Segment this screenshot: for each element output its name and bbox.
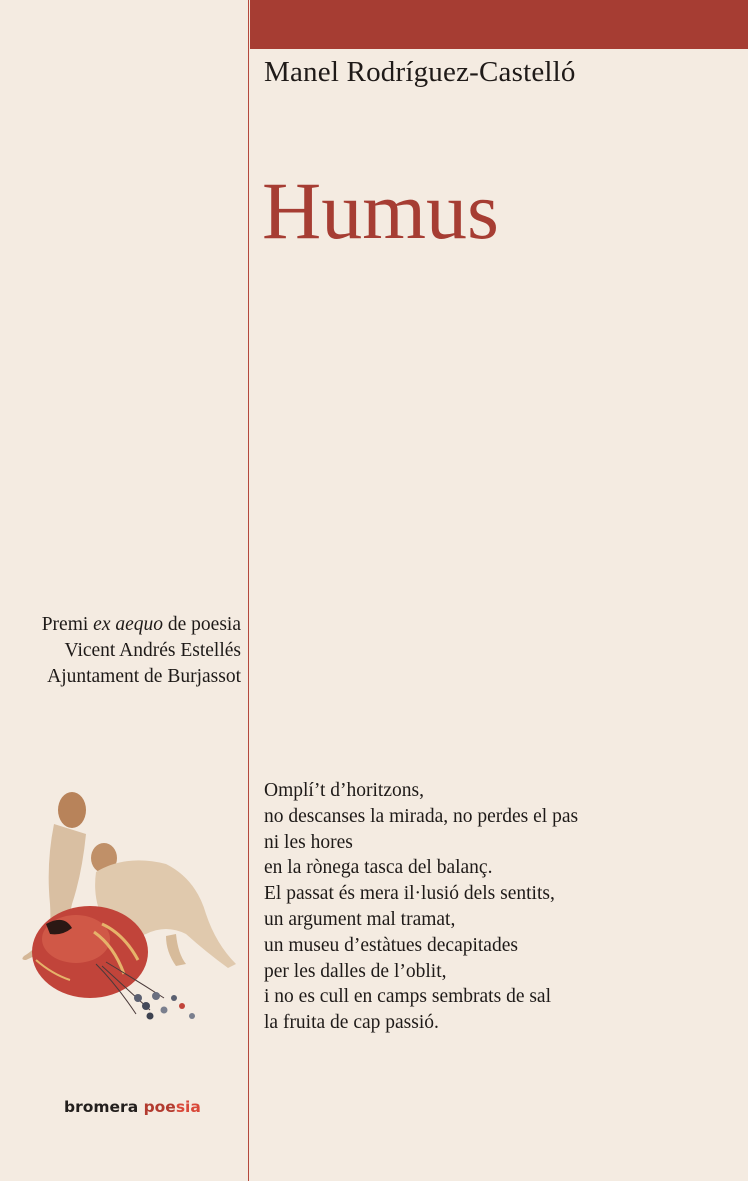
publisher-series-part2: sia bbox=[175, 1098, 201, 1116]
author-name: Manel Rodríguez-Castelló bbox=[264, 56, 576, 88]
vertical-divider bbox=[248, 0, 249, 1181]
poem-line: Omplí’t d’horitzons, bbox=[264, 780, 424, 801]
poem-line: un argument mal tramat, bbox=[264, 908, 456, 930]
top-color-band bbox=[250, 0, 748, 49]
publisher-brand: bromera bbox=[64, 1098, 139, 1116]
book-title: Humus bbox=[262, 165, 499, 256]
prize-text bbox=[42, 612, 241, 690]
publisher-series-part1: poe bbox=[143, 1098, 176, 1116]
poem-line: i no es cull en camps sembrats de sal bbox=[264, 986, 552, 1008]
prize-line-3: Ajuntament de Burjassot bbox=[47, 666, 241, 687]
poem-line: El passat és mera il·lusió dels sentits, bbox=[264, 883, 555, 905]
poem-line: no descanses la mirada, no perdes el pas bbox=[264, 805, 579, 827]
prize-line-1 bbox=[42, 612, 241, 638]
publisher-logo bbox=[64, 1098, 201, 1116]
poem-excerpt bbox=[264, 778, 578, 1036]
prize-line-1-italic: ex aequo bbox=[93, 614, 164, 635]
prize-line-1-start: Premi bbox=[41, 614, 94, 635]
poem-line: la fruita de cap passió. bbox=[264, 1012, 439, 1034]
poem-line: en la rònega tasca del balanç. bbox=[264, 857, 493, 879]
poem-line: per les dalles de l’oblit, bbox=[264, 960, 447, 982]
painting-figures-with-fruit-icon bbox=[6, 784, 246, 1044]
prize-line-1-end: de poesia bbox=[163, 614, 241, 635]
poem-line: ni les hores bbox=[264, 831, 353, 853]
poem-line: un museu d’estàtues decapitades bbox=[264, 934, 518, 956]
prize-line-2: Vicent Andrés Estellés bbox=[64, 640, 241, 661]
